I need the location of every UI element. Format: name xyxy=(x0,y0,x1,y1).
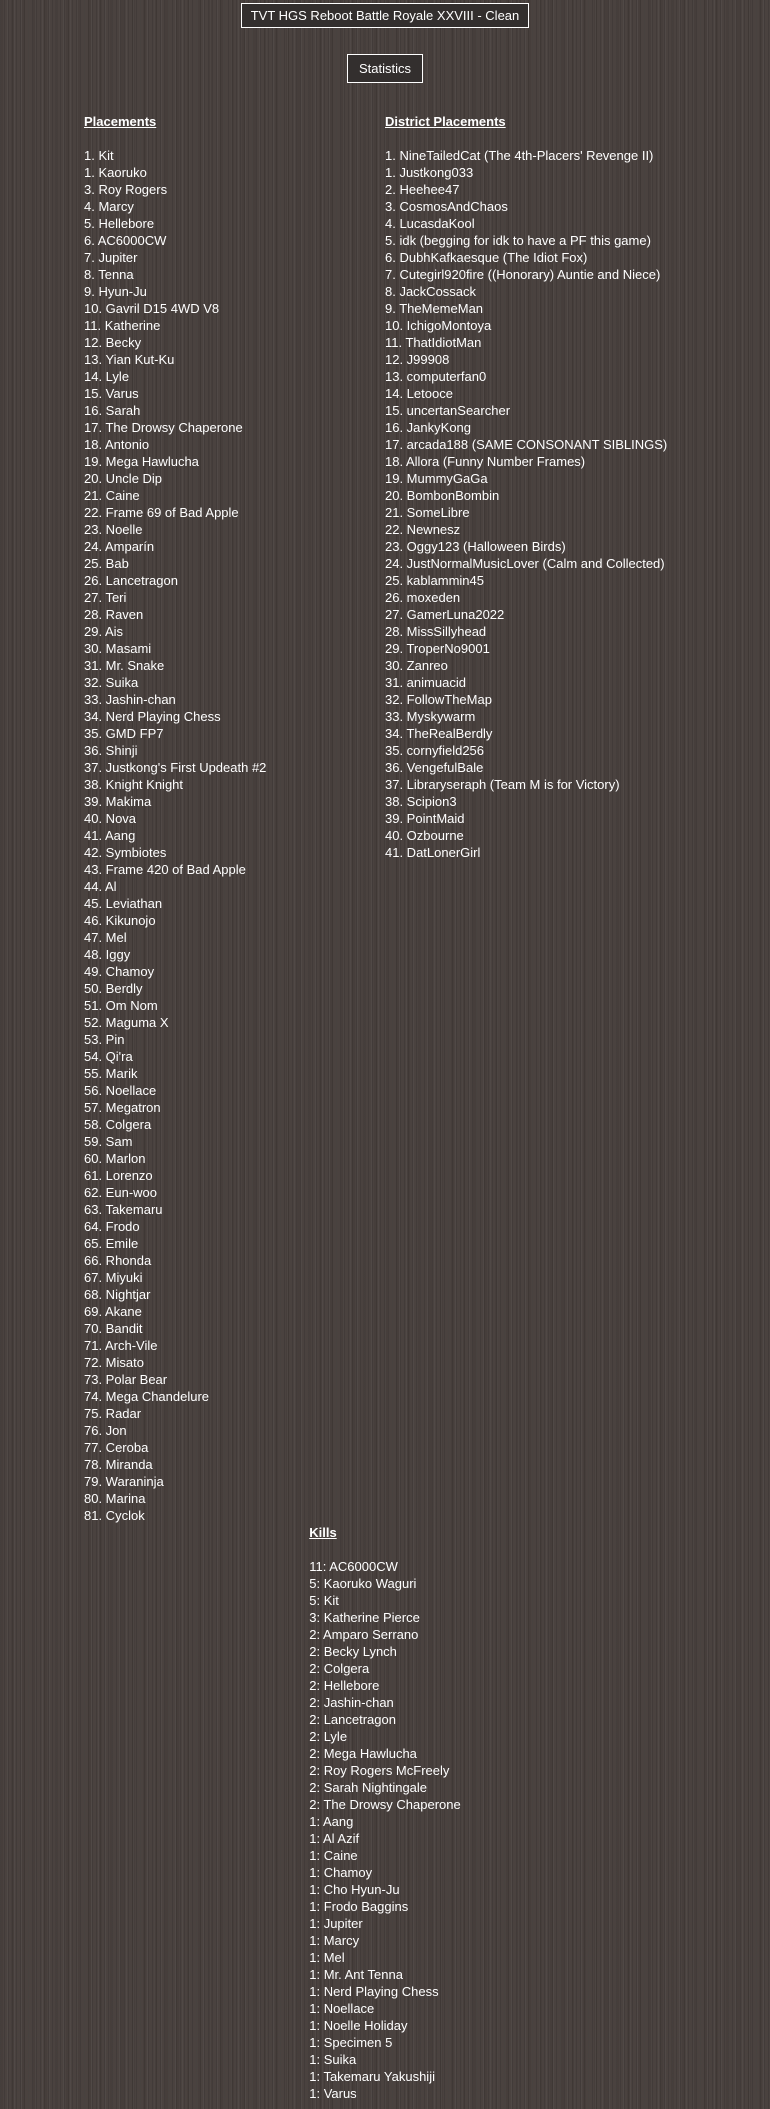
list-item: 1: Specimen 5 xyxy=(309,2035,393,2050)
list-item: 21. Caine xyxy=(84,488,140,503)
list-item: 13. computerfan0 xyxy=(385,369,487,384)
list-item: 74. Mega Chandelure xyxy=(84,1389,210,1404)
district-placements-column xyxy=(385,113,686,1524)
list-item: 9. Hyun-Ju xyxy=(84,284,147,299)
list-item: 12. J99908 xyxy=(385,352,450,367)
list-item: 41. Aang xyxy=(84,828,136,843)
list-item: 6. AC6000CW xyxy=(84,233,167,248)
list-item: 23. Oggy123 (Halloween Birds) xyxy=(385,539,566,554)
list-item: 17. The Drowsy Chaperone xyxy=(84,420,243,435)
list-item: 76. Jon xyxy=(84,1423,127,1438)
kills-heading: Kills xyxy=(309,1525,337,1540)
list-item: 75. Radar xyxy=(84,1406,142,1421)
list-item: 1: Jupiter xyxy=(309,1916,363,1931)
list-item: 1: Mel xyxy=(309,1950,345,1965)
statistics-table xyxy=(84,113,686,2102)
list-item: 20. Uncle Dip xyxy=(84,471,163,486)
list-item: 57. Megatron xyxy=(84,1100,161,1115)
list-item: 29. Ais xyxy=(84,624,124,639)
list-item: 64. Frodo xyxy=(84,1219,140,1234)
list-item: 37. Libraryseraph (Team M is for Victory) xyxy=(385,777,620,792)
list-item: 80. Marina xyxy=(84,1491,146,1506)
list-item: 2: Lancetragon xyxy=(309,1712,396,1727)
page-title: TVT HGS Reboot Battle Royale XXVIII - Clean xyxy=(241,3,530,28)
list-item: 43. Frame 420 of Bad Apple xyxy=(84,862,246,877)
list-item: 2: The Drowsy Chaperone xyxy=(309,1797,461,1812)
list-item: 20. BombonBombin xyxy=(385,488,500,503)
list-item: 25. Bab xyxy=(84,556,129,571)
list-item: 27. GamerLuna2022 xyxy=(385,607,505,622)
list-item: 21. SomeLibre xyxy=(385,505,470,520)
list-item: 77. Ceroba xyxy=(84,1440,149,1455)
list-item: 49. Chamoy xyxy=(84,964,155,979)
list-item: 60. Marlon xyxy=(84,1151,146,1166)
list-item: 59. Sam xyxy=(84,1134,133,1149)
list-item: 63. Takemaru xyxy=(84,1202,163,1217)
list-item: 39. Makima xyxy=(84,794,152,809)
list-item: 41. DatLonerGirl xyxy=(385,845,481,860)
list-item: 61. Lorenzo xyxy=(84,1168,153,1183)
list-item: 1: Mr. Ant Tenna xyxy=(309,1967,403,1982)
list-item: 3. Roy Rogers xyxy=(84,182,168,197)
list-item: 28. MissSillyhead xyxy=(385,624,487,639)
list-item: 9. TheMemeMan xyxy=(385,301,484,316)
list-item: 2: Roy Rogers McFreely xyxy=(309,1763,450,1778)
list-item: 24. JustNormalMusicLover (Calm and Collected) xyxy=(385,556,665,571)
list-item: 47. Mel xyxy=(84,930,127,945)
list-item: 2: Colgera xyxy=(309,1661,370,1676)
list-item: 18. Antonio xyxy=(84,437,150,452)
list-item: 4. LucasdaKool xyxy=(385,216,475,231)
list-item: 22. Frame 69 of Bad Apple xyxy=(84,505,239,520)
list-item: 5: Kit xyxy=(309,1593,339,1608)
list-item: 1: Aang xyxy=(309,1814,354,1829)
list-item: 26. Lancetragon xyxy=(84,573,178,588)
list-item: 1: Frodo Baggins xyxy=(309,1899,409,1914)
list-item: 62. Eun-woo xyxy=(84,1185,157,1200)
list-item: 5. Hellebore xyxy=(84,216,155,231)
list-item: 1: Noelle Holiday xyxy=(309,2018,408,2033)
list-item: 11: AC6000CW xyxy=(309,1559,398,1574)
list-item: 11. Katherine xyxy=(84,318,161,333)
list-item: 1: Marcy xyxy=(309,1933,360,1948)
list-item: 1: Suika xyxy=(309,2052,357,2067)
list-item: 3: Katherine Pierce xyxy=(309,1610,420,1625)
list-item: 34. TheRealBerdly xyxy=(385,726,493,741)
kills-section xyxy=(84,1524,686,2102)
list-item: 16. Sarah xyxy=(84,403,141,418)
district-placements-heading: District Placements xyxy=(385,114,506,129)
list-item: 1: Cho Hyun-Ju xyxy=(309,1882,400,1897)
list-item: 1: Caine xyxy=(309,1848,358,1863)
list-item: 30. Zanreo xyxy=(385,658,448,673)
list-item: 36. VengefulBale xyxy=(385,760,484,775)
list-item: 38. Scipion3 xyxy=(385,794,457,809)
list-item: 11. ThatIdiotMan xyxy=(385,335,482,350)
list-item: 66. Rhonda xyxy=(84,1253,152,1268)
list-item: 10. Gavril D15 4WD V8 xyxy=(84,301,220,316)
list-item: 1: Noellace xyxy=(309,2001,375,2016)
list-item: 24. Amparín xyxy=(84,539,155,554)
placements-column xyxy=(84,113,385,1524)
list-item: 2: Jashin-chan xyxy=(309,1695,394,1710)
list-item: 14. Letooce xyxy=(385,386,453,401)
list-item: 2: Mega Hawlucha xyxy=(309,1746,417,1761)
kills-block xyxy=(309,1524,461,2102)
header xyxy=(0,0,770,28)
list-item: 81. Cyclok xyxy=(84,1508,145,1523)
list-item: 2: Amparo Serrano xyxy=(309,1627,419,1642)
list-item: 1: Chamoy xyxy=(309,1865,373,1880)
list-item: 70. Bandit xyxy=(84,1321,143,1336)
list-item: 13. Yian Kut-Ku xyxy=(84,352,175,367)
list-item: 2. Heehee47 xyxy=(385,182,460,197)
list-item: 19. Mega Hawlucha xyxy=(84,454,199,469)
list-item: 1: Varus xyxy=(309,2086,357,2101)
list-item: 30. Masami xyxy=(84,641,152,656)
placements-heading: Placements xyxy=(84,114,157,129)
list-item: 15. uncertanSearcher xyxy=(385,403,511,418)
list-item: 39. PointMaid xyxy=(385,811,465,826)
list-item: 26. moxeden xyxy=(385,590,461,605)
list-item: 71. Arch-Vile xyxy=(84,1338,158,1353)
list-item: 2: Lyle xyxy=(309,1729,348,1744)
placements-list xyxy=(84,147,385,1524)
list-item: 27. Teri xyxy=(84,590,127,605)
list-item: 8. JackCossack xyxy=(385,284,477,299)
list-item: 1. Kaoruko xyxy=(84,165,147,180)
kills-row xyxy=(84,1524,686,2102)
list-item: 14. Lyle xyxy=(84,369,130,384)
list-item: 79. Waraninja xyxy=(84,1474,164,1489)
list-item: 3. CosmosAndChaos xyxy=(385,199,508,214)
list-item: 35. cornyfield256 xyxy=(385,743,485,758)
list-item: 7. Jupiter xyxy=(84,250,138,265)
list-item: 25. kablammin45 xyxy=(385,573,484,588)
list-item: 18. Allora (Funny Number Frames) xyxy=(385,454,586,469)
list-item: 52. Maguma X xyxy=(84,1015,169,1030)
list-item: 56. Noellace xyxy=(84,1083,157,1098)
list-item: 32. FollowTheMap xyxy=(385,692,492,707)
list-item: 65. Emile xyxy=(84,1236,139,1251)
list-item: 67. Miyuki xyxy=(84,1270,143,1285)
list-item: 2: Sarah Nightingale xyxy=(309,1780,428,1795)
list-item: 55. Marik xyxy=(84,1066,138,1081)
list-item: 50. Berdly xyxy=(84,981,143,996)
list-item: 35. GMD FP7 xyxy=(84,726,164,741)
list-item: 33. Jashin-chan xyxy=(84,692,176,707)
list-item: 40. Ozbourne xyxy=(385,828,464,843)
list-item: 29. TroperNo9001 xyxy=(385,641,490,656)
list-item: 1: Al Azif xyxy=(309,1831,360,1846)
list-item: 34. Nerd Playing Chess xyxy=(84,709,221,724)
list-item: 22. Newnesz xyxy=(385,522,461,537)
list-item: 6. DubhKafkaesque (The Idiot Fox) xyxy=(385,250,588,265)
list-item: 12. Becky xyxy=(84,335,142,350)
list-item: 15. Varus xyxy=(84,386,139,401)
list-item: 36. Shinji xyxy=(84,743,138,758)
list-item: 31. animuacid xyxy=(385,675,466,690)
list-item: 45. Leviathan xyxy=(84,896,163,911)
list-item: 73. Polar Bear xyxy=(84,1372,168,1387)
list-item: 78. Miranda xyxy=(84,1457,153,1472)
list-item: 5. idk (begging for idk to have a PF this game) xyxy=(385,233,651,248)
list-item: 48. Iggy xyxy=(84,947,131,962)
list-item: 1. NineTailedCat (The 4th-Placers' Revenge II) xyxy=(385,148,654,163)
list-item: 46. Kikunojo xyxy=(84,913,156,928)
statistics-button[interactable]: Statistics xyxy=(347,54,423,83)
list-item: 38. Knight Knight xyxy=(84,777,184,792)
list-item: 44. Al xyxy=(84,879,117,894)
list-item: 69. Akane xyxy=(84,1304,142,1319)
list-item: 17. arcada188 (SAME CONSONANT SIBLINGS) xyxy=(385,437,668,452)
placement-columns-row xyxy=(84,113,686,1524)
list-item: 10. IchigoMontoya xyxy=(385,318,492,333)
list-item: 72. Misato xyxy=(84,1355,144,1370)
list-item: 2: Hellebore xyxy=(309,1678,380,1693)
list-item: 2: Becky Lynch xyxy=(309,1644,397,1659)
list-item: 1: Nerd Playing Chess xyxy=(309,1984,439,1999)
list-item: 1. Kit xyxy=(84,148,114,163)
list-item: 5: Kaoruko Waguri xyxy=(309,1576,417,1591)
list-item: 1: Takemaru Yakushiji xyxy=(309,2069,435,2084)
list-item: 7. Cutegirl920fire ((Honorary) Auntie and Niece) xyxy=(385,267,661,282)
list-item: 54. Qi'ra xyxy=(84,1049,133,1064)
list-item: 58. Colgera xyxy=(84,1117,152,1132)
list-item: 42. Symbiotes xyxy=(84,845,167,860)
list-item: 51. Om Nom xyxy=(84,998,158,1013)
list-item: 19. MummyGaGa xyxy=(385,471,488,486)
list-item: 53. Pin xyxy=(84,1032,125,1047)
district-placements-list xyxy=(385,147,686,861)
button-row xyxy=(0,54,770,83)
list-item: 23. Noelle xyxy=(84,522,143,537)
list-item: 40. Nova xyxy=(84,811,137,826)
list-item: 37. Justkong's First Updeath #2 xyxy=(84,760,267,775)
list-item: 1. Justkong033 xyxy=(385,165,474,180)
list-item: 32. Suika xyxy=(84,675,139,690)
kills-list xyxy=(309,1558,461,2102)
list-item: 33. Myskywarm xyxy=(385,709,476,724)
list-item: 31. Mr. Snake xyxy=(84,658,165,673)
list-item: 8. Tenna xyxy=(84,267,134,282)
list-item: 4. Marcy xyxy=(84,199,134,214)
list-item: 16. JankyKong xyxy=(385,420,472,435)
list-item: 28. Raven xyxy=(84,607,144,622)
list-item: 68. Nightjar xyxy=(84,1287,151,1302)
